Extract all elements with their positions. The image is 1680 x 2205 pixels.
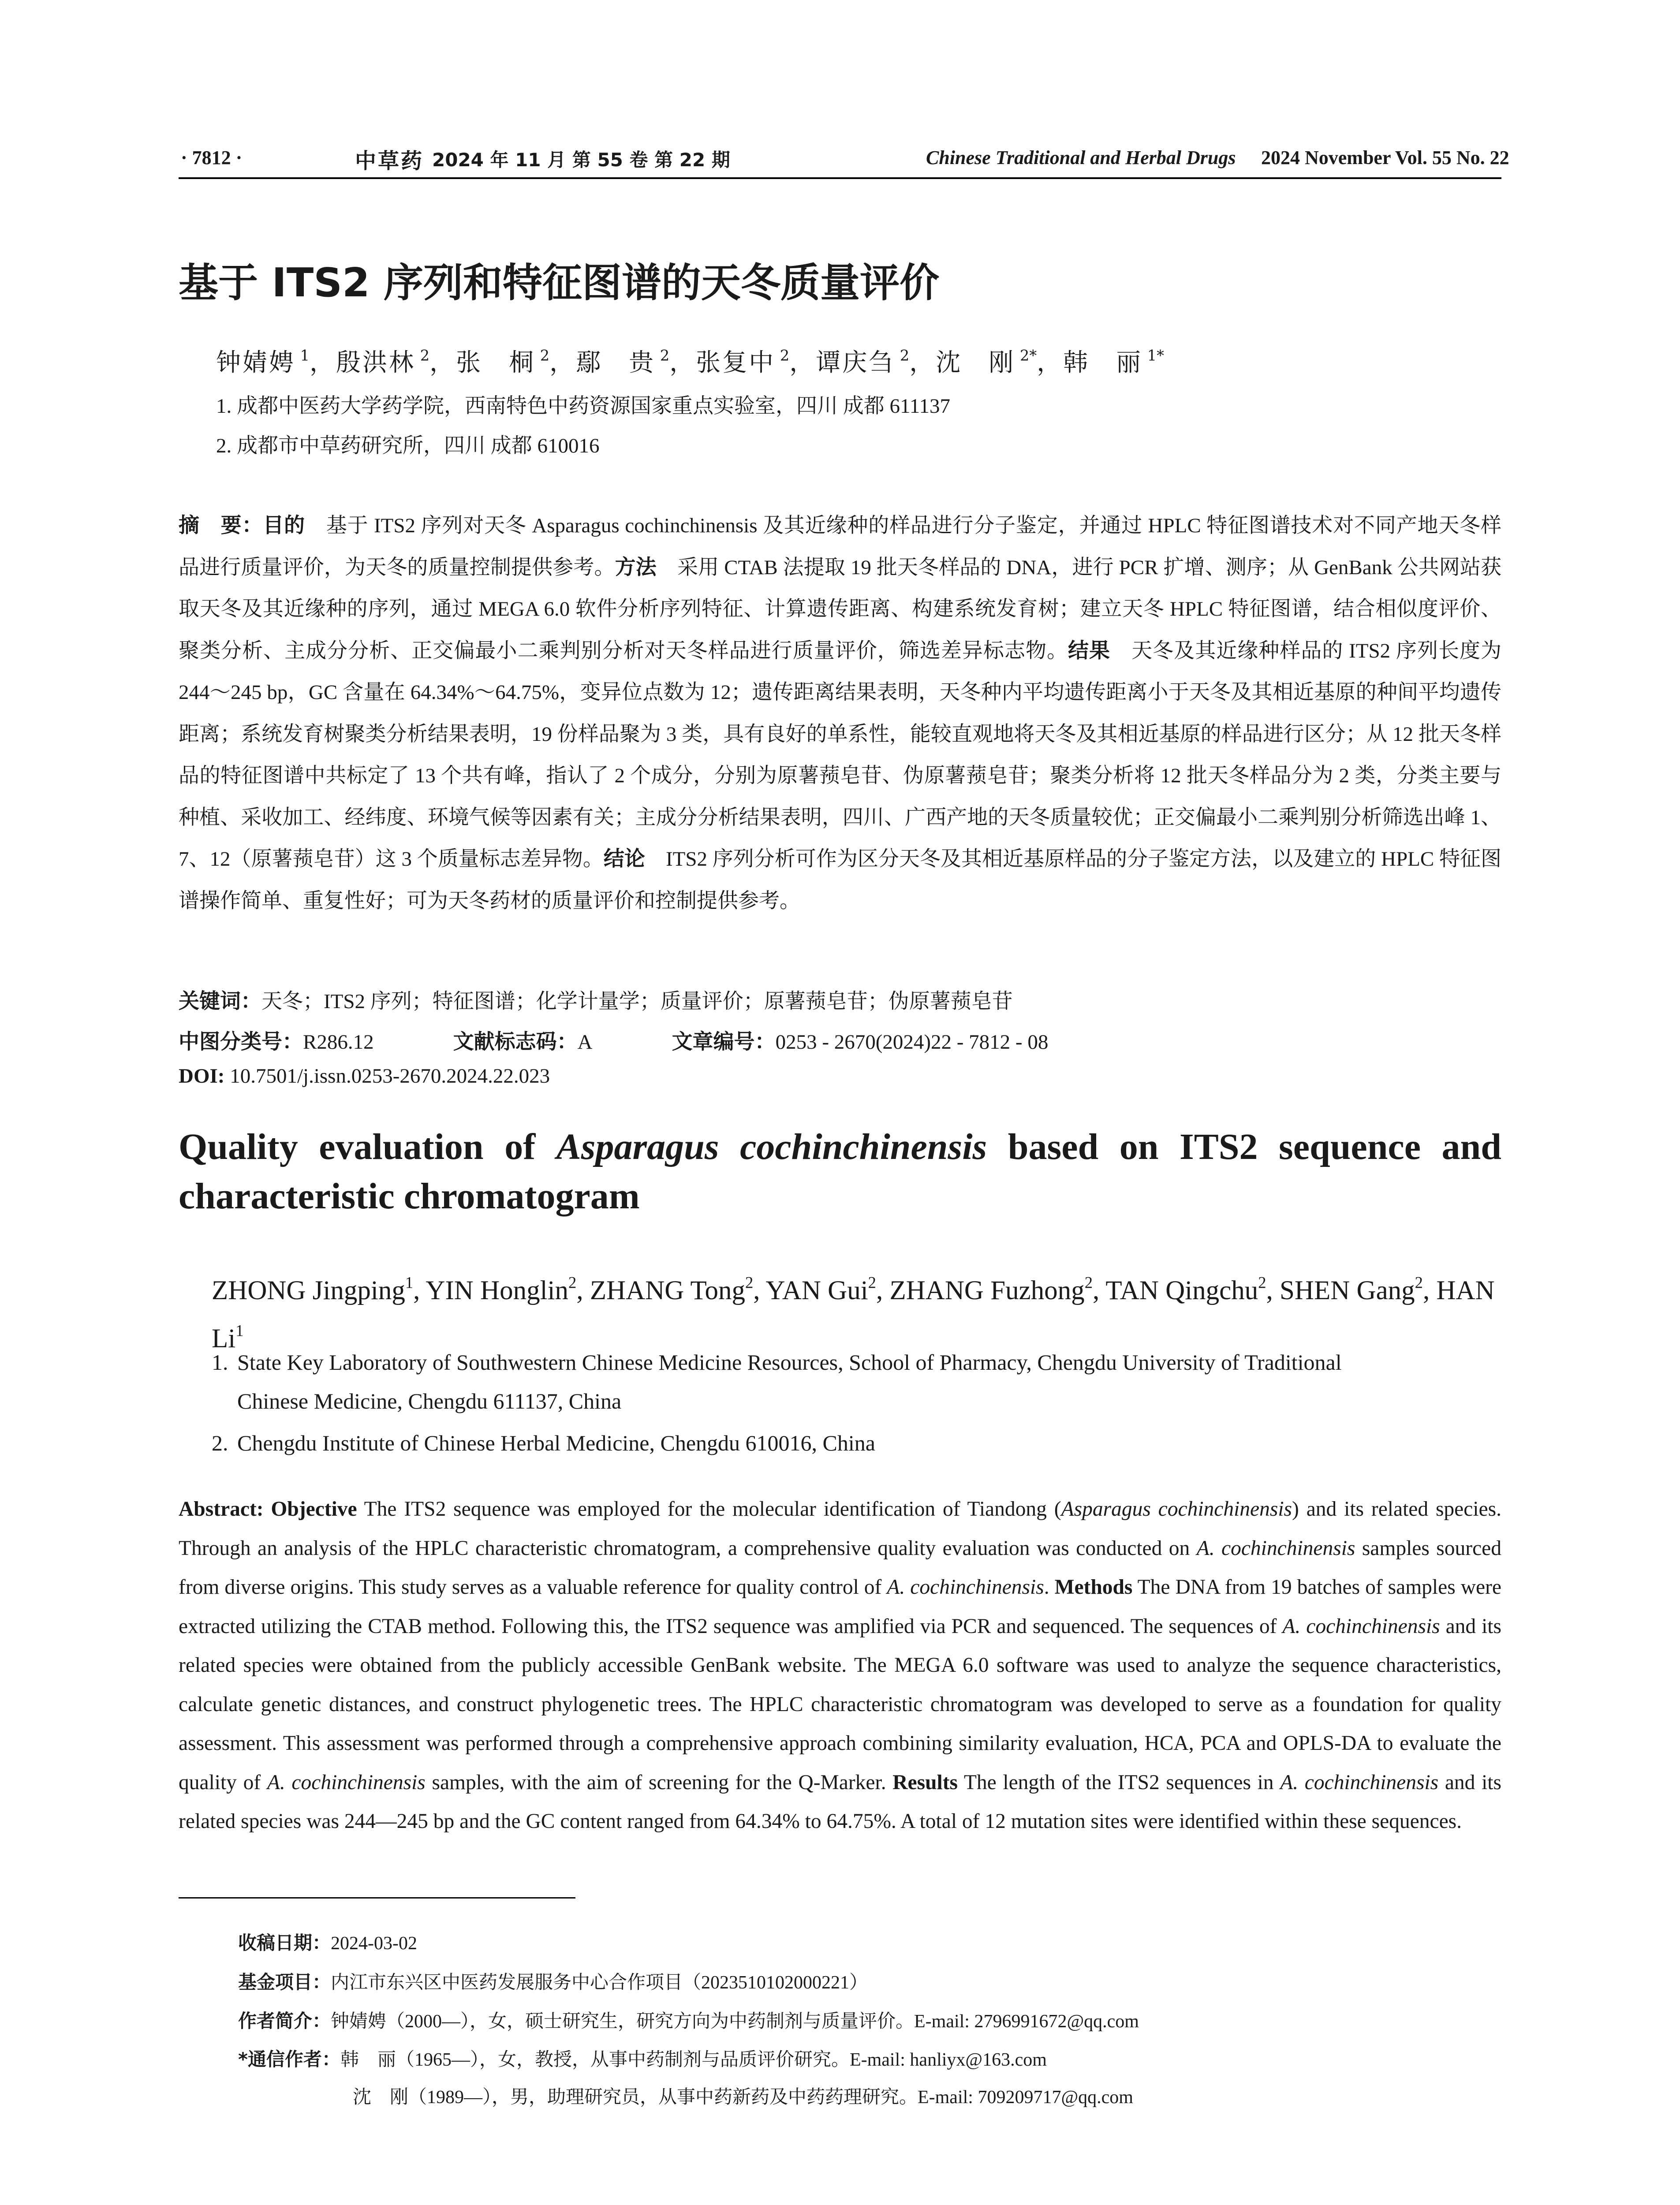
author-affiliation-mark: 2 [535,347,550,364]
footnote-corresponding-2: 沈 刚（1989—），男，助理研究员，从事中药新药及中药药理研究。E-mail: 709209717@qq.com [353,2087,1133,2108]
results-label-en: Results [892,1771,958,1794]
running-header [179,140,1509,176]
clc-value: R286.12 [303,1031,374,1054]
methods-text-en-c: samples, with the aim of screening for the Q-Marker. [425,1771,886,1794]
affiliation-cn-2: 2. 成都市中草药研究所，四川 成都 610016 [216,434,600,457]
keywords-text: 天冬；ITS2 序列；特征图谱；化学计量学；质量评价；原薯蓣皂苷；伪原薯蓣皂苷 [261,990,1013,1013]
author-en: SHEN Gang$^2$ [1280,1273,1423,1305]
affiliation-en-2-number: 2. [212,1431,228,1455]
issue-cn: 2024 年 11 月 第 55 卷 第 22 期 [432,149,730,171]
footnote-fund [238,1968,868,1994]
fund-value: 内江市东兴区中医药发展服务中心合作项目（2023510102000221） [331,1973,868,1993]
objective-text-en-d: . [1044,1576,1049,1599]
doc-code-label: 文献标志码： [453,1030,578,1054]
affiliation-en-1-number: 1. [212,1350,228,1375]
article-no-label: 文章编号： [672,1030,776,1054]
clc-label: 中图分类号： [179,1030,303,1054]
affiliation-en-1-line2: Chinese Medicine, Chengdu 611137, China [237,1389,622,1413]
title-en-pre: Quality evaluation of [179,1126,556,1167]
author-en: ZHANG Tong$^2$ [590,1273,754,1305]
corresponding-label: *通信作者： [238,2048,340,2070]
title-en-species: Asparagus cochinchinensis [556,1126,987,1167]
objective-text-en-b: ) and its related species. Through an analysis of the HPLC characteristic chromatogram, a comprehensive quality evaluation was conducted on [179,1498,1501,1560]
author-cn: 殷洪林 $^2$ [336,347,430,377]
author-en: ZHANG Fuzhong$^2$ [889,1273,1093,1305]
journal-name-en: Chinese Traditional and Herbal Drugs [926,147,1236,168]
author-en: ZHONG Jingping$^1$ [212,1273,414,1305]
author-cn: 钟婧娉 $^1$ [216,347,310,377]
keywords [179,985,1013,1014]
page-number: · 7812 · [181,147,243,168]
species-italic: A. cochinchinensis [1196,1536,1355,1560]
received-label: 收稿日期： [238,1932,331,1954]
author-affiliation-mark: 2 [1084,1273,1093,1291]
species-italic: A. cochinchinensis [1280,1771,1439,1794]
author-affiliation-mark: 1* [1142,347,1164,364]
objective-label-cn: 目的 [263,513,305,538]
methods-label-cn: 方法 [615,555,657,579]
author-affiliation-mark: 1 [405,1273,414,1291]
footnote-rule [179,1897,575,1899]
authors-en: ZHONG Jingping$^1$, YIN Honglin$^2$, ZHANG Tong$^2$, YAN Gui$^2$, ZHANG Fuzhong$^2$, TAN Qingchu$^2$, SHEN Gang$^2$, HAN Li$^1$ [212,1273,1495,1354]
author-affiliation-mark: 2 [1415,1273,1423,1291]
header-rule [179,177,1501,179]
corresponding-1: 韩 丽（1965—），女，教授，从事中药制剂与品质评价研究。E-mail: hanliyx@163.com [340,2050,1047,2070]
journal-name-cn: 中草药 [355,149,424,173]
fund-label: 基金项目： [238,1971,331,1993]
methods-label-en: Methods [1054,1576,1133,1599]
received-value: 2024-03-02 [331,1933,417,1954]
objective-text-cn: 基于 ITS2 序列对天冬 Asparagus cochinchinensis 及其近缘种的样品进行分子鉴定，并通过 HPLC 特征图谱技术对不同产地天冬样品进行质量评价，为天冬的质量控制提供参考。 [179,514,1501,579]
affiliation-en-1 [212,1343,1501,1420]
article-no-value: 0253 - 2670(2024)22 - 7812 - 08 [775,1031,1049,1054]
bio-value: 钟婧娉（2000—），女，硕士研究生，研究方向为中药制剂与质量评价。E-mail: 2796991672@qq.com [331,2011,1139,2032]
species-italic: Asparagus cochinchinensis [1061,1498,1292,1521]
title-cn: 基于 ITS2 序列和特征图谱的天冬质量评价 [179,260,939,306]
author-affiliation-mark: 2 [655,347,670,364]
footnote-corresponding [238,2045,1047,2071]
author-en: YAN Gui$^2$ [765,1273,876,1305]
abstract-cn [179,505,1501,981]
author-cn: 鄢 贵 $^2$ [576,347,670,377]
author-cn: 沈 刚 $^{2*}$ [936,347,1037,377]
methods-text-cn: 采用 CTAB 法提取 19 批天冬样品的 DNA，进行 PCR 扩增、测序；从 GenBank 公共网站获取天冬及其近缘种的序列，通过 MEGA 6.0 软件分析序列特征、计算遗传距离、构建系统发育树；建立天冬 HPLC 特征图谱，结合相似度评价、聚类分析、主成分分析、正交偏最小二乘判别分析对天冬样品进行质量评价，筛选差异标志物。 [179,556,1501,662]
title-en [179,1122,1501,1221]
classification-line [179,1025,1048,1055]
affiliation-en-1-line1: State Key Laboratory of Southwestern Chinese Medicine Resources, School of Pharmacy, Chengdu University of Traditional [237,1350,1342,1375]
species-italic: A. cochinchinensis [887,1576,1044,1599]
affiliation-en-2 [212,1424,1501,1462]
author-en: HAN Li$^1$ [212,1275,1495,1354]
title-en-post: based on ITS2 sequence and characteristic chromatogram [179,1126,1501,1217]
abstract-en [179,1490,1501,1882]
abstract-label-en: Abstract: Objective [179,1498,357,1521]
author-en: TAN Qingchu$^2$ [1105,1273,1266,1305]
species-italic: A. cochinchinensis [267,1771,426,1794]
doi-label: DOI: [179,1065,225,1088]
doc-code-value: A [577,1031,593,1054]
footnote-bio [238,2007,1139,2033]
doi-line [179,1064,550,1088]
results-text-cn: 天冬及其近缘种样品的 ITS2 序列长度为 244～245 bp，GC 含量在 64.34%～64.75%，变异位点数为 12；遗传距离结果表明，天冬种内平均遗传距离小于天冬及其相近基原的种间平均遗传距离；系统发育树聚类分析结果表明，19 份样品聚为 3 类，具有良好的单系性，能较直观地将天冬及其相近基原的样品进行区分；从 12 批天冬样品的特征图谱中共标定了 13 个共有峰，指认了 2 个成分，分别为原薯蓣皂苷、伪原薯蓣皂苷；聚类分析将 12 批天冬样品分为 2 类，分类主要与种植、采收加工、经纬度、环境气候等因素有关；主成分分析结果表明，四川、广西产地的天冬质量较优；正交偏最小二乘判别分析筛选出峰 1、7、12（原薯蓣皂苷）这 3 个质量标志差异物。 [179,639,1501,871]
author-affiliation-mark: 2 [415,347,430,364]
author-affiliation-mark: 2* [1015,347,1037,364]
conclusion-label-cn: 结论 [603,847,645,871]
methods-text-en-a: The DNA from 19 batches of samples were extracted utilizing the CTAB method. Following this, the ITS2 sequence was amplified via PCR and sequenced. The sequences of [179,1576,1501,1638]
methods-text-en-b: and its related species were obtained from the publicly accessible GenBank website. The MEGA 6.0 software was used to analyze the sequence characteristics, calculate genetic distances, and construct phylogenetic trees. The HPLC characteristic chromatogram was developed to serve as a foundation for quality assessment. This assessment was performed through a comprehensive approach combining similarity evaluation, HCA, PCA and OPLS-DA to evaluate the quality of [179,1615,1501,1794]
results-text-en-b: and its related species was 244—245 bp and the GC content ranged from 64.34% to 64.75%. A total of 12 mutation sites were identified within these sequences. [179,1771,1501,1833]
results-label-cn: 结果 [1068,638,1111,663]
author-cn: 韩 丽 $^{1*}$ [1063,347,1164,377]
affiliation-cn-1: 1. 成都中医药大学药学院，西南特色中药资源国家重点实验室，四川 成都 611137 [216,395,951,418]
author-cn: 谭庆刍 $^2$ [816,347,910,377]
conclusion-text-cn: ITS2 序列分析可作为区分天冬及其相近基原样品的分子鉴定方法，以及建立的 HPLC 特征图谱操作简单、重复性好；可为天冬药材的质量评价和控制提供参考。 [179,848,1501,912]
doi-value[interactable]: 10.7501/j.issn.0253-2670.2024.22.023 [224,1065,550,1088]
author-affiliation-mark: 2 [775,347,790,364]
author-affiliation-mark: 1 [295,347,310,364]
results-text-en-a: The length of the ITS2 sequences in [958,1771,1281,1794]
author-affiliation-mark: 2 [568,1273,577,1291]
issue-en: 2024 November Vol. 55 No. 22 [1261,147,1509,168]
abstract-label-cn: 摘 要： [179,513,263,538]
author-affiliation-mark: 1 [235,1321,244,1340]
bio-label: 作者简介： [238,2010,331,2032]
authors-cn: 钟婧娉 $^1$，殷洪林 $^2$，张 桐 $^2$，鄢 贵 $^2$，张复中 $^2$，谭庆刍 $^2$，沈 刚 $^{2*}$，韩 丽 $^{1*}$ [216,347,1164,377]
author-en: YIN Honglin$^2$ [426,1273,577,1305]
objective-text-en-c: samples sourced from diverse origins. This study serves as a valuable reference for quality control of [179,1536,1501,1599]
author-affiliation-mark: 2 [895,347,910,364]
affiliation-en-2-line1: Chengdu Institute of Chinese Herbal Medicine, Chengdu 610016, China [237,1431,875,1455]
author-cn: 张复中 $^2$ [696,347,790,377]
keywords-label: 关键词： [179,989,261,1013]
author-cn: 张 桐 $^2$ [456,347,550,377]
species-italic: A. cochinchinensis [1282,1615,1440,1638]
objective-text-en-a: The ITS2 sequence was employed for the molecular identification of Tiandong ( [357,1498,1061,1521]
footnote-received [238,1928,417,1955]
author-affiliation-mark: 2 [745,1273,754,1291]
author-affiliation-mark: 2 [868,1273,876,1291]
author-affiliation-mark: 2 [1258,1273,1266,1291]
